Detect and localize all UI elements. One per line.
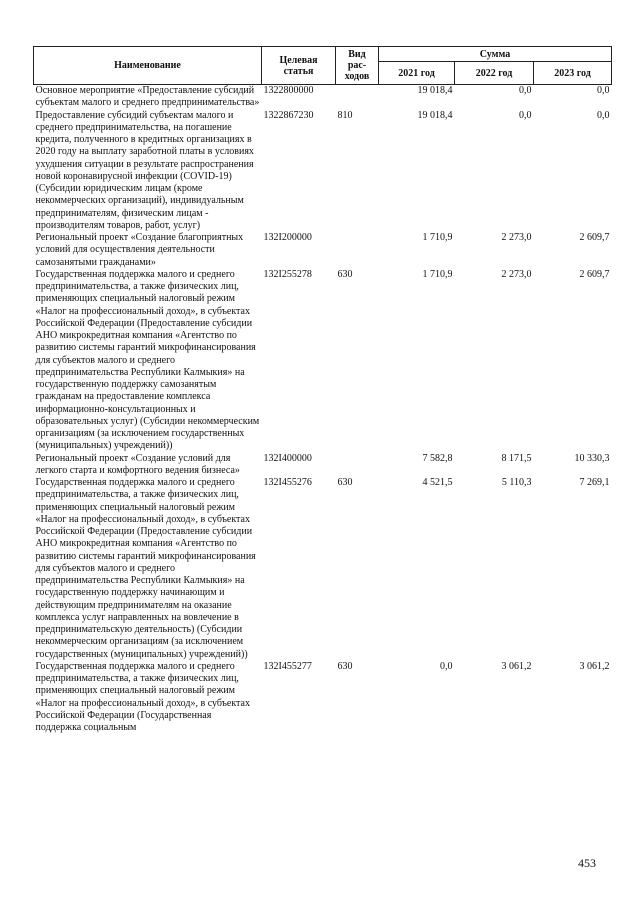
row-expense-type (336, 453, 379, 478)
budget-table (33, 46, 612, 734)
header-year-2022: 2022 год (455, 62, 534, 85)
row-sum-2021: 19 018,4 (417, 109, 453, 121)
row-target-code: 132I400000 (263, 452, 312, 464)
row-sum-2022: 2 273,0 (501, 232, 532, 243)
row-sum-2022: 5 110,3 (501, 477, 532, 488)
row-target-code: 132I200000 (263, 232, 312, 243)
row-target-code: 1322867230 (263, 109, 314, 121)
row-sum-2023: 0,0 (597, 109, 610, 121)
row-name: Региональный проект «Создание благоприятных условий для осуществления деятельности самозанятыми гражданами» (35, 232, 244, 268)
row-name: Государственная поддержка малого и среднего предпринимательства, а также физических лиц, применяющих специальный налоговый режим «Налог на профессиональный доход», в субъектах Российской Федерации (Предоставление субсидии АНО микрокредитная компания «Агентство по развитию системы гарантий микрофинансирования для субъектов малого и среднего предпринимательства Республики Калмыкия» на государственную поддержку начинающим и действующим предпринимателям на оказание комплекса услуг направленных на вовлечение в предпринимательскую деятельность) (Субсидии некоммерческим организациям (за исключением государственных (муниципальных) учреждений)) (35, 477, 256, 660)
row-sum-2021: 4 521,5 (422, 477, 453, 488)
header-year-2023: 2023 год (534, 62, 612, 85)
row-sum-2023: 2 609,7 (579, 268, 610, 280)
row-sum-2021: 7 582,8 (422, 452, 453, 464)
row-target-code: 132I455276 (263, 477, 312, 488)
table-row (34, 110, 612, 233)
header-year-2021: 2021 год (379, 62, 455, 85)
row-sum-2023: 10 330,3 (574, 452, 610, 464)
table-row (34, 269, 612, 453)
header-expense-type: Вид рас-ходов (336, 47, 379, 85)
row-expense-type (336, 85, 379, 110)
table-row (34, 661, 612, 735)
row-name: Региональный проект «Создание условий для легкого старта и комфортного ведения бизнеса» (35, 452, 240, 476)
row-expense-type: 630 (337, 268, 353, 280)
row-name: Государственная поддержка малого и среднего предпринимательства, а также физических лиц, применяющих специальный налоговый режим «Налог на профессиональный доход», в субъектах Российской Федерации (Государственная поддержка социальным (35, 660, 250, 733)
row-name: Государственная поддержка малого и среднего предпринимательства, а также физических лиц, применяющих специальный налоговый режим «Налог на профессиональный доход», в субъектах Российской Федерации (Предоставление субсидии АНО микрокредитная компания «Агентство по развитию системы гарантий микрофинансирования для субъектов малого и среднего предпринимательства Республики Калмыкия» на государственную поддержку самозанятым гражданам на предоставление комплекса информационно-консультационных и образовательных услуг) (Субсидии некоммерческим организациям (за исключением государственных (муниципальных) учреждений)) (35, 268, 260, 452)
row-sum-2022: 0,0 (519, 109, 532, 121)
row-target-code: 1322800000 (263, 85, 314, 96)
row-expense-type: 630 (337, 660, 353, 672)
row-sum-2023: 0,0 (597, 85, 610, 96)
row-expense-type (336, 232, 379, 269)
row-sum-2022: 0,0 (519, 85, 532, 96)
row-target-code: 132I255278 (263, 268, 312, 280)
page-number: 453 (578, 856, 596, 870)
row-target-code: 132I455277 (263, 660, 312, 672)
row-expense-type: 630 (337, 477, 353, 488)
table-row (34, 477, 612, 661)
row-sum-2021: 1 710,9 (422, 232, 453, 243)
row-name: Предоставление субсидий субъектам малого и среднего предпринимательства, на погашение кредита, полученного в кредитных организациях в 2020 году на выплату заработной платы в условиях ухудшения ситуации в результате распространения новой коронавирусной инфекции (COVID-19) (Субсидии юридическим лицам (кроме некоммерческих организаций), индивидуальным предпринимателям, физическим лицам - производителям товаров, работ, услуг) (35, 109, 254, 231)
row-sum-2023: 3 061,2 (579, 660, 610, 672)
row-sum-2021: 0,0 (440, 660, 453, 672)
header-target: Целевая статья (262, 47, 336, 85)
row-sum-2023: 2 609,7 (579, 232, 610, 243)
row-sum-2022: 8 171,5 (501, 452, 532, 464)
header-sum: Сумма (379, 47, 612, 62)
row-name: Основное мероприятие «Предоставление субсидий субъектам малого и среднего предпринимательства» (35, 85, 260, 109)
row-sum-2022: 3 061,2 (501, 660, 532, 672)
row-expense-type: 810 (337, 109, 353, 121)
row-sum-2021: 19 018,4 (417, 85, 453, 96)
table-header (34, 47, 612, 85)
table-body (34, 85, 612, 735)
table-row (34, 85, 612, 110)
table-row (34, 232, 612, 269)
row-sum-2022: 2 273,0 (501, 268, 532, 280)
header-name: Наименование (34, 47, 262, 85)
row-sum-2021: 1 710,9 (422, 268, 453, 280)
table-row (34, 453, 612, 478)
row-sum-2023: 7 269,1 (579, 477, 610, 488)
